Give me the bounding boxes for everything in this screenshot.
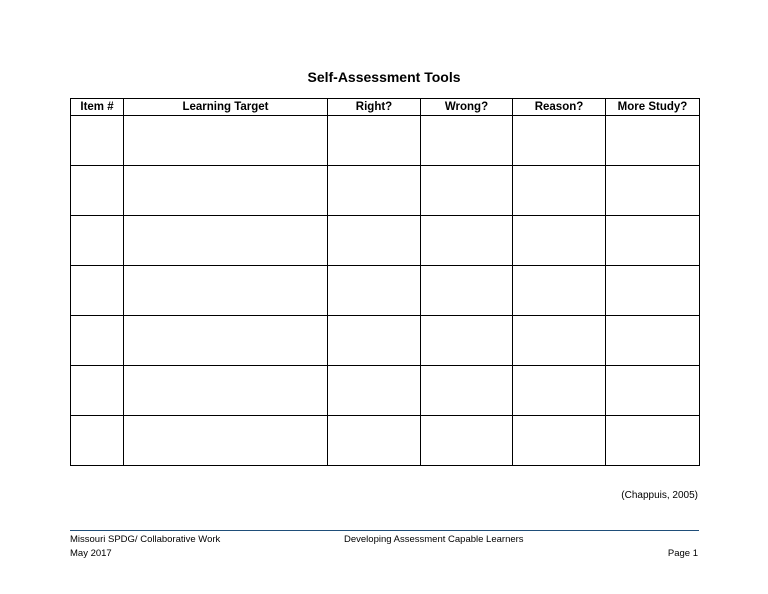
footer-divider	[70, 530, 699, 531]
table-cell-reason	[513, 216, 606, 266]
table-cell-wrong	[421, 266, 513, 316]
page-title: Self-Assessment Tools	[307, 69, 461, 85]
table-cell-item-number	[71, 366, 124, 416]
table-cell-item-number	[71, 416, 124, 466]
table-cell-reason	[513, 166, 606, 216]
table-cell-more-study	[606, 416, 700, 466]
table-cell-right	[328, 216, 421, 266]
table-cell-more-study	[606, 266, 700, 316]
table-cell-learning-target	[124, 116, 328, 166]
column-header-learning-target: Learning Target	[124, 99, 328, 116]
table-row	[71, 316, 700, 366]
footer-left	[70, 533, 220, 561]
table-cell-more-study	[606, 116, 700, 166]
table-header-row	[71, 99, 700, 116]
table-cell-more-study	[606, 316, 700, 366]
table-cell-learning-target	[124, 266, 328, 316]
table-cell-right	[328, 366, 421, 416]
table-cell-learning-target	[124, 216, 328, 266]
footer-subject: Developing Assessment Capable Learners	[344, 534, 524, 545]
footer-date: May 2017	[70, 548, 112, 559]
table-row	[71, 366, 700, 416]
table-cell-item-number	[71, 316, 124, 366]
table-row	[71, 166, 700, 216]
column-header-reason: Reason?	[513, 99, 606, 116]
table-cell-wrong	[421, 366, 513, 416]
table-row	[71, 416, 700, 466]
table-cell-learning-target	[124, 316, 328, 366]
table-row	[71, 266, 700, 316]
column-header-right: Right?	[328, 99, 421, 116]
table-cell-wrong	[421, 416, 513, 466]
column-header-item-number: Item #	[71, 99, 124, 116]
table-cell-right	[328, 316, 421, 366]
table-body	[71, 116, 700, 466]
table-cell-reason	[513, 366, 606, 416]
table-cell-reason	[513, 416, 606, 466]
table-cell-right	[328, 116, 421, 166]
table-cell-wrong	[421, 116, 513, 166]
table-cell-reason	[513, 116, 606, 166]
table-row	[71, 216, 700, 266]
table-cell-wrong	[421, 166, 513, 216]
column-header-more-study: More Study?	[606, 99, 700, 116]
table-cell-item-number	[71, 166, 124, 216]
self-assessment-table	[70, 98, 700, 466]
table-cell-learning-target	[124, 416, 328, 466]
table-cell-reason	[513, 266, 606, 316]
table-cell-learning-target	[124, 166, 328, 216]
table-cell-right	[328, 266, 421, 316]
table-cell-wrong	[421, 316, 513, 366]
table-row	[71, 116, 700, 166]
table-cell-right	[328, 416, 421, 466]
table-cell-right	[328, 166, 421, 216]
table-cell-more-study	[606, 366, 700, 416]
column-header-wrong: Wrong?	[421, 99, 513, 116]
table-cell-more-study	[606, 166, 700, 216]
table-cell-item-number	[71, 216, 124, 266]
table-cell-reason	[513, 316, 606, 366]
citation: (Chappuis, 2005)	[621, 490, 698, 501]
table-cell-more-study	[606, 216, 700, 266]
table-cell-wrong	[421, 216, 513, 266]
table-cell-item-number	[71, 266, 124, 316]
footer-org: Missouri SPDG/ Collaborative Work	[70, 534, 221, 545]
table-cell-item-number	[71, 116, 124, 166]
footer-page-number: Page 1	[667, 548, 698, 559]
table-cell-learning-target	[124, 366, 328, 416]
